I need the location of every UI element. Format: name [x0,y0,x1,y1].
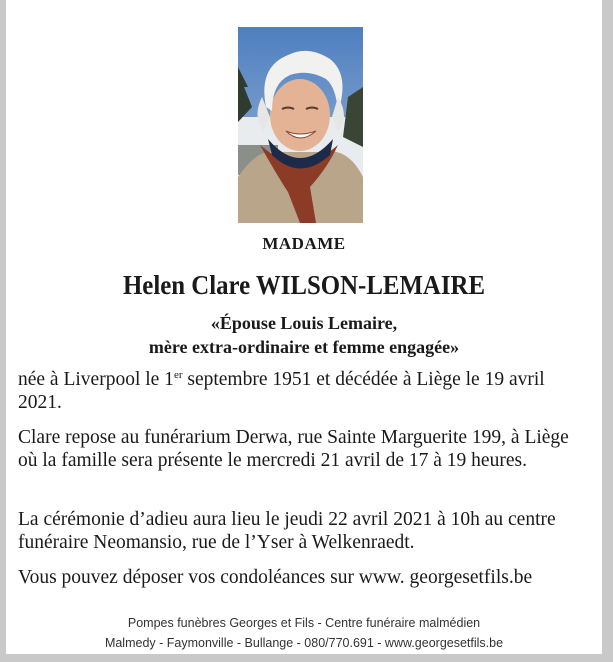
deceased-name: Helen Clare WILSON-LEMAIRE [122,270,486,300]
repose-paragraph: Clare repose au funérarium Derwa, rue Sainte Marguerite 199, à Liège où la famille sera présente le mercredi 21 avril de 17 à 19 heures. [18,427,569,471]
portrait-photo [238,27,363,223]
quote-line-2: mère extra-ordinaire et femme engagée» [148,337,460,357]
birth-text-start: née à Liverpool le 1 [18,369,174,390]
footer-company: Pompes funèbres Georges et Fils - Centre funéraire malmédien [127,616,481,630]
birth-text-end: septembre 1951 et décédée à Liège le 19 avril 2021. [18,369,545,413]
footer-contact: Malmedy - Faymonville - Bullange - 080/770.691 - www.georgesetfils.be [104,636,504,650]
ordinal-suffix: er [173,369,183,381]
condolences-paragraph: Vous pouvez déposer vos condoléances sur www. georgesetfils.be [18,567,533,588]
birth-death-paragraph [18,368,592,414]
ceremony-paragraph: La cérémonie d’adieu aura lieu le jeudi 22 avril 2021 à 10h au centre funéraire Neomansio, rue de l’Yser à Welkenraedt. [18,509,556,553]
honorific-title: MADAME [262,234,346,253]
obituary-card [6,0,602,654]
quote-line-1: «Épouse Louis Lemaire, [210,313,398,333]
